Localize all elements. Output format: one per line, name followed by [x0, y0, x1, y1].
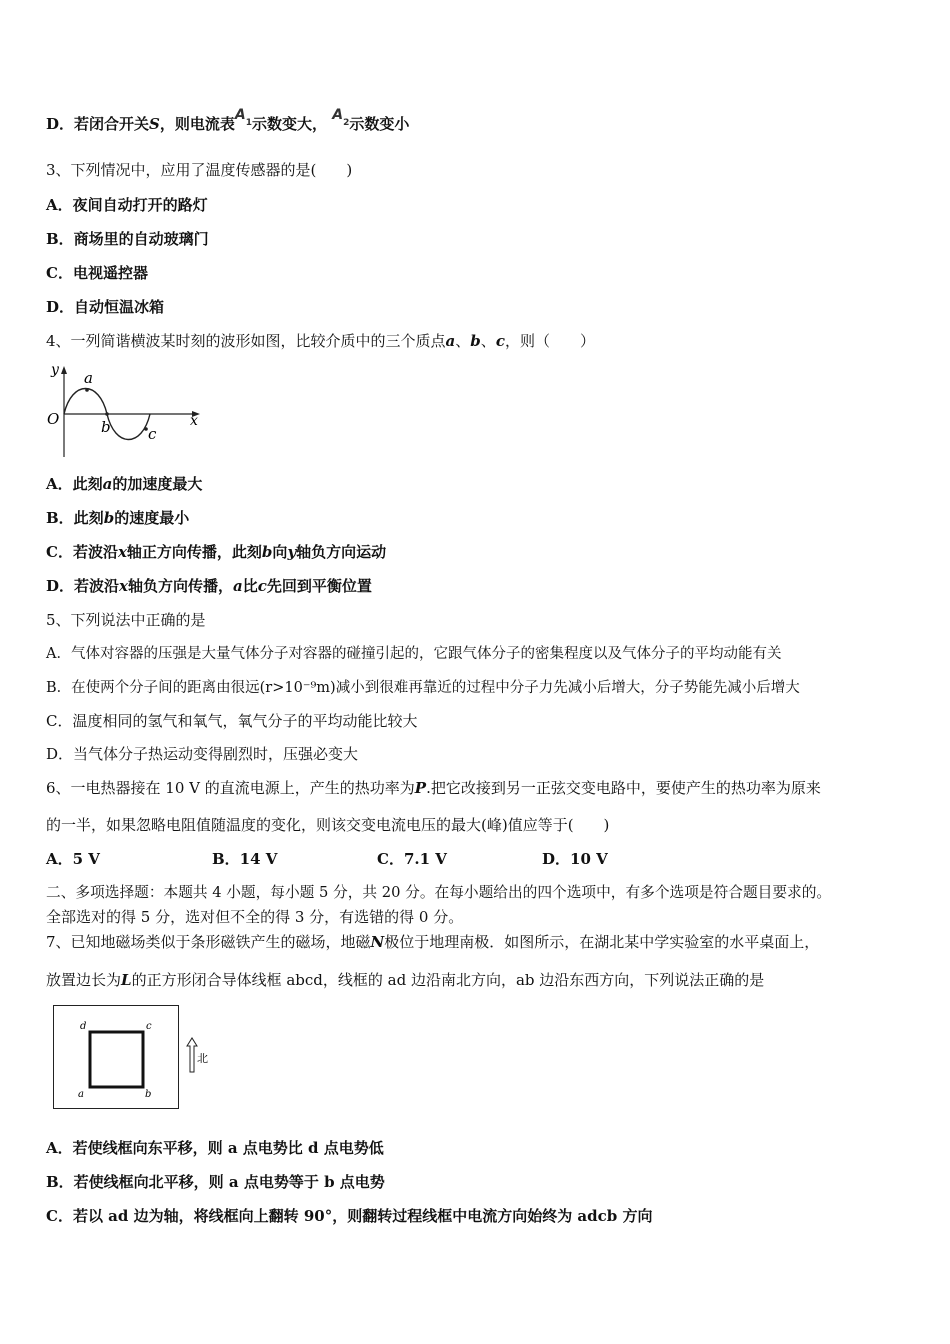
- q2-d-text2: ，则电流表: [159, 115, 235, 133]
- q5-stem: 5、下列说法中正确的是: [46, 611, 206, 629]
- section2-subheading: 全部选对的得 5 分，选对但不全的得 3 分，有选错的得 0 分。: [46, 908, 464, 926]
- coil-label-a: a: [78, 1089, 84, 1100]
- q2-d-text3: 示数变大，: [251, 115, 327, 133]
- q5-option-d: D．当气体分子热运动变得剧烈时，压强必变大: [46, 745, 359, 763]
- var-p: P: [414, 779, 427, 797]
- q7-option-a: A．若使线框向东平移，则 a 点电势比 d 点电势低: [46, 1139, 384, 1157]
- var-a: a: [445, 332, 456, 350]
- q7-option-c: C．若以 ad 边为轴，将线框向上翻转 90°，则翻转过程线框中电流方向始终为 adcb 方向: [46, 1207, 653, 1225]
- point-a-dot: [85, 388, 89, 392]
- q4-stem: 4、一列简谐横波某时刻的波形如图，比较介质中的三个质点a、b、c，则（ ）: [46, 332, 595, 350]
- q6-option-d: D．10 V: [542, 850, 608, 868]
- q4-option-c: C．若波沿x轴正方向传播，此刻b向y轴负方向运动: [46, 543, 387, 561]
- q2-d-text: D．若闭合开关: [46, 115, 150, 133]
- q6-option-a: A．5 V: [46, 850, 100, 868]
- coil-label-d: d: [80, 1021, 87, 1032]
- var-n: N: [370, 933, 385, 951]
- wave-point-c-label: c: [148, 425, 157, 443]
- point-b-dot: [105, 412, 109, 416]
- wave-y-arrow: [61, 366, 67, 374]
- q3-option-c: C．电视遥控器: [46, 264, 148, 282]
- q3-option-a: A．夜间自动打开的路灯: [46, 196, 208, 214]
- coil-square-loop: [90, 1032, 143, 1087]
- wave-point-a-label: a: [84, 369, 93, 387]
- q2-d-text4: 示数变小: [349, 115, 410, 133]
- var-b: b: [470, 332, 481, 350]
- q4-option-a: A．此刻a的加速度最大: [46, 475, 203, 493]
- q6-stem-line2: 的一半，如果忽略电阻值随温度的变化，则该交变电流电压的最大(峰)值应等于( ): [46, 816, 610, 834]
- coil-figure-frame: [54, 1006, 179, 1109]
- var-s: S: [149, 115, 160, 133]
- wave-x-label: x: [190, 413, 198, 429]
- ammeter-a2-symbol: $A_2$: [332, 107, 350, 128]
- q6-option-b: B．14 V: [212, 850, 278, 868]
- wave-y-label: y: [51, 362, 59, 378]
- q7-option-b: B．若使线框向北平移，则 a 点电势等于 b 点电势: [46, 1173, 385, 1191]
- coil-figure: [52, 1004, 217, 1112]
- wave-point-b-label: b: [101, 418, 111, 436]
- var-l: L: [121, 971, 132, 989]
- q4-option-d: D．若波沿x轴负方向传播，a比c先回到平衡位置: [46, 577, 372, 595]
- q3-option-b: B．商场里的自动玻璃门: [46, 230, 209, 248]
- q5-option-c: C．温度相同的氢气和氧气，氧气分子的平均动能比较大: [46, 712, 418, 730]
- q7-stem-line1: 7、已知地磁场类似于条形磁铁产生的磁场，地磁N极位于地理南极．如图所示，在湖北某中学实验室的水平桌面上，: [46, 933, 820, 951]
- wave-origin-label: O: [47, 410, 60, 428]
- ammeter-a1-symbol: $A_1$: [234, 107, 252, 128]
- q2-option-d: [46, 107, 410, 137]
- var-c: c: [495, 332, 505, 350]
- q7-stem-line2: 放置边长为L的正方形闭合导体线框 abcd，线框的 ad 边沿南北方向，ab 边沿东西方向，下列说法正确的是: [46, 971, 765, 989]
- q3-option-d: D．自动恒温冰箱: [46, 298, 165, 316]
- q5-option-b: B．在使两个分子间的距离由很远(r>10⁻⁹m)减小到很难再靠近的过程中分子力先减小后增大，分子势能先减小后增大: [46, 680, 800, 696]
- coil-label-c: c: [146, 1021, 152, 1032]
- north-label: 北: [197, 1052, 208, 1065]
- q4-option-b: B．此刻b的速度最小: [46, 509, 190, 527]
- q5-option-a: A．气体对容器的压强是大量气体分子对容器的碰撞引起的，它跟气体分子的密集程度以及气体分子的平均动能有关: [46, 646, 782, 662]
- coil-label-b: b: [145, 1089, 152, 1100]
- section2-heading: 二、多项选择题：本题共 4 小题，每小题 5 分，共 20 分。在每小题给出的四个选项中，有多个选项是符合题目要求的。: [46, 884, 832, 901]
- north-arrow-icon: [187, 1038, 197, 1072]
- wave-figure: [44, 362, 204, 460]
- q6-option-c: C．7.1 V: [377, 850, 447, 868]
- q6-stem-line1: 6、一电热器接在 10 V 的直流电源上，产生的热功率为P.把它改接到另一正弦交变电路中，要使产生的热功率为原来: [46, 779, 821, 797]
- q3-stem: 3、下列情况中，应用了温度传感器的是( ): [46, 161, 353, 179]
